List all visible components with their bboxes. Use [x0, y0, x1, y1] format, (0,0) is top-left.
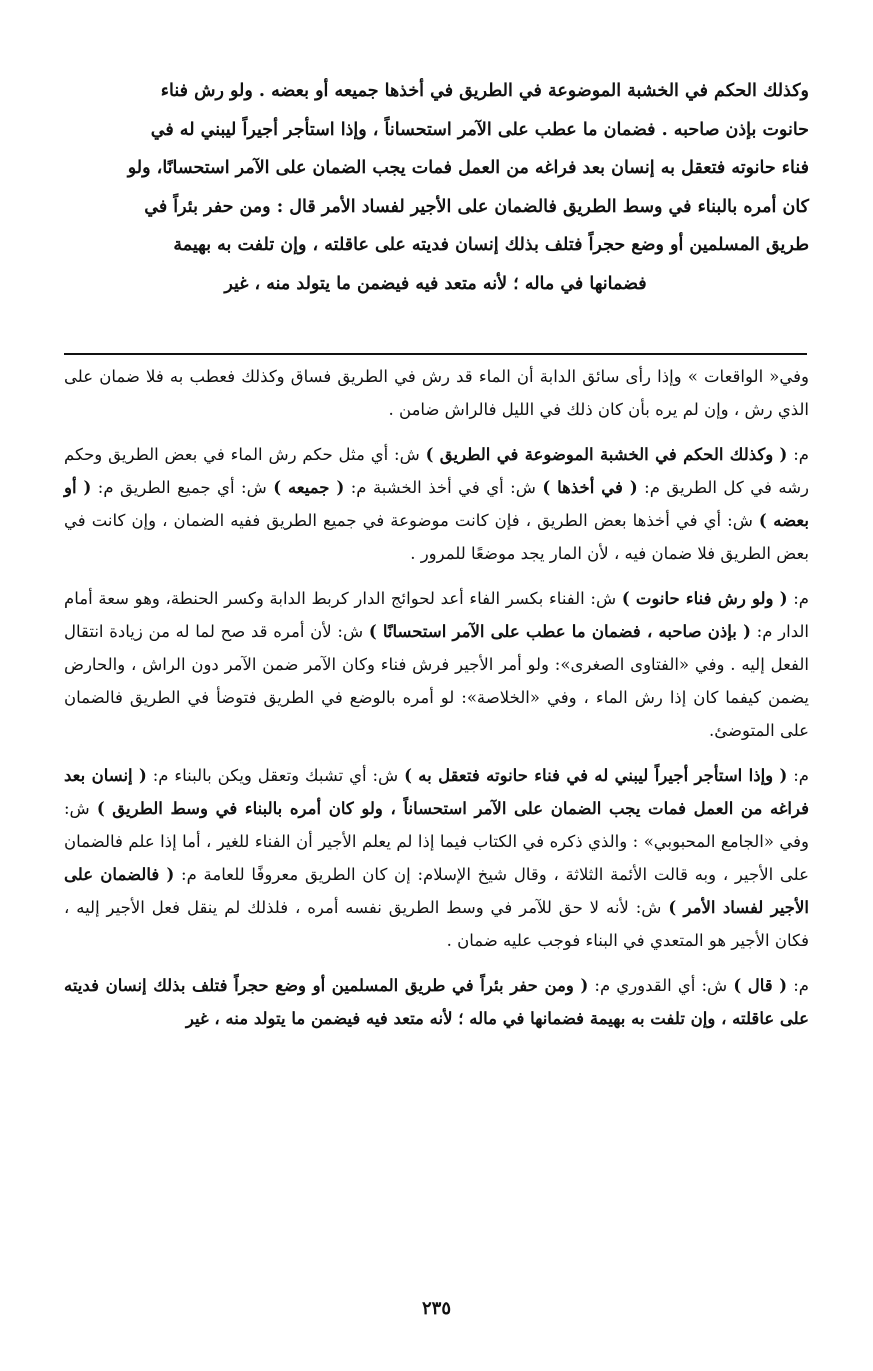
main-text-line: طريق المسلمين أو وضع حجراً فتلف بذلك إنسان فديته على عاقلته ، وإن تلفت به بهيمة — [173, 235, 809, 255]
matn-quote: ( ومن حفر بئراً في طريق المسلمين أو وضع حجراً فتلف بذلك إنسان فديته على عاقلته ، وإن تلفت به بهيمة فضمانها في ماله ؛ لأنه متعد فيه فيضمن ما يتولد منه ، غير — [64, 976, 809, 1028]
matn-quote: ( جميعه ) — [273, 478, 345, 497]
main-text-block — [62, 72, 809, 303]
matn-quote: ( ولو رش فناء حانوت ) — [621, 589, 788, 608]
main-text-line: كان أمره بالبناء في وسط الطريق فالضمان على الأجير لفساد الأمر قال : ومن حفر بئراً في — [144, 196, 809, 217]
matn-marker: م: — [787, 445, 809, 464]
matn-quote: ( قال ) — [733, 976, 788, 995]
matn-quote: ( بإذن صاحبه ، فضمان ما عطب على الآمر استحسانًا ) — [368, 622, 751, 641]
commentary-text: ش: الفناء بكسر الفاء أعد لحوائج الدار كربط الدابة وكسر الحنطة، وهو سعة أمام الدار م: — [64, 589, 809, 641]
matn-marker: م: — [787, 589, 809, 608]
main-text-line: حانوت بإذن صاحبه . فضمان ما عطب على الآمر استحساناً ، وإذا استأجر أجيراً ليبني له في — [150, 119, 809, 140]
main-text-line: فضمانها في ماله ؛ لأنه متعد فيه فيضمن ما يتولد منه ، غير — [224, 273, 647, 294]
commentary-text: وفي« الواقعات » وإذا رأى سائق الدابة أن الماء قد رش في الطريق فساق وكذلك فعطب به فلا ضمان على الذي رش ، وإن لم يره بأن كان ذلك في الليل فالراش ضامن . — [64, 367, 809, 419]
commentary-paragraph — [64, 582, 809, 747]
matn-quote: ( إنسان بعد فراغه من العمل فمات يجب الضمان على الآمر استحساناً ، ولو كان أمره بالبناء في وسط الطريق ) — [64, 766, 810, 818]
matn-quote: ( في أخذها ) — [542, 478, 638, 497]
main-text-line: وكذلك الحكم في الخشبة الموضوعة في الطريق في أخذها جميعه أو بعضه . ولو رش فناء — [160, 81, 809, 101]
matn-quote: ( فالضمان على الأجير لفساد الأمر ) — [64, 865, 809, 917]
separator-rule — [64, 353, 807, 355]
commentary-text: ش: أي القدوري م: — [588, 976, 734, 995]
commentary-paragraph — [64, 360, 809, 426]
commentary-paragraph — [64, 969, 809, 1035]
matn-quote: ( أو بعضه ) — [64, 478, 809, 530]
commentary-paragraph — [64, 759, 809, 957]
commentary-block — [64, 360, 809, 1047]
commentary-text: ش: أي في أخذها بعض الطريق ، فإن كانت موضوعة في جميع الطريق ففيه الضمان ، وإن كانت في بعض الطريق فلا ضمان فيه ، لأن المار يجد موضعًا للمرور . — [64, 511, 809, 563]
commentary-text: ش: أي مثل حكم رش الماء في بعض الطريق وحكم رشه في كل الطريق م: — [64, 445, 809, 497]
page-number: ٢٣٥ — [421, 1298, 451, 1319]
commentary-text: لأن أمره قد صح لما له من زيادة انتقال الفعل إليه . وفي «الفتاوى الصغرى»: ولو أمر الأجير فرش فناء وكان الآمر ضمن الآمر دون الراش ، والحارض يضمن كيفما كان إذا رش الماء ، وفي «الخلاصة»: لو أمره بالوضع في الطريق فتوضأ في الطريق فالضمان على المتوضئ. — [64, 622, 809, 740]
commentary-text: ش: وفي «الجامع المحبوبي» : والذي ذكره في الكتاب فيما إذا لم يعلم الأجير أن الفناء للغير ، أما إذا علم فالضمان على الأجير ، وبه قالت الأئمة الثلاثة ، وقال شيخ الإسلام: إن كان الطريق معروفًا للعامة م: — [64, 799, 809, 884]
matn-quote: ( وكذلك الحكم في الخشبة الموضوعة في الطريق ) — [425, 445, 788, 464]
matn-quote: ( وإذا استأجر أجيراً ليبني له في فناء حانوته فتعقل به ) — [404, 766, 788, 785]
main-text-line: فناء حانوته فتعقل به إنسان بعد فراغه من العمل فمات يجب الضمان على الآمر استحسانًا، ولو — [127, 158, 809, 178]
commentary-text: ش: لأنه لا حق للآمر في وسط الطريق نفسه أمره ، فلذلك لم ينقل فعل الأجير إليه ، فكان الأجير هو المتعدي في البناء فوجب عليه ضمان . — [64, 898, 809, 950]
matn-marker: م: — [787, 766, 809, 785]
commentary-paragraph — [64, 438, 809, 570]
matn-marker: م: — [787, 976, 809, 995]
commentary-text: ش: أي تشبك وتعقل ويكن بالبناء م: — [146, 766, 405, 785]
commentary-text: ش: أي في أخذ الخشبة م: — [344, 478, 543, 497]
commentary-text: ش: أي جميع الطريق م: — [91, 478, 274, 497]
commentary-text: ش: — [331, 622, 369, 641]
